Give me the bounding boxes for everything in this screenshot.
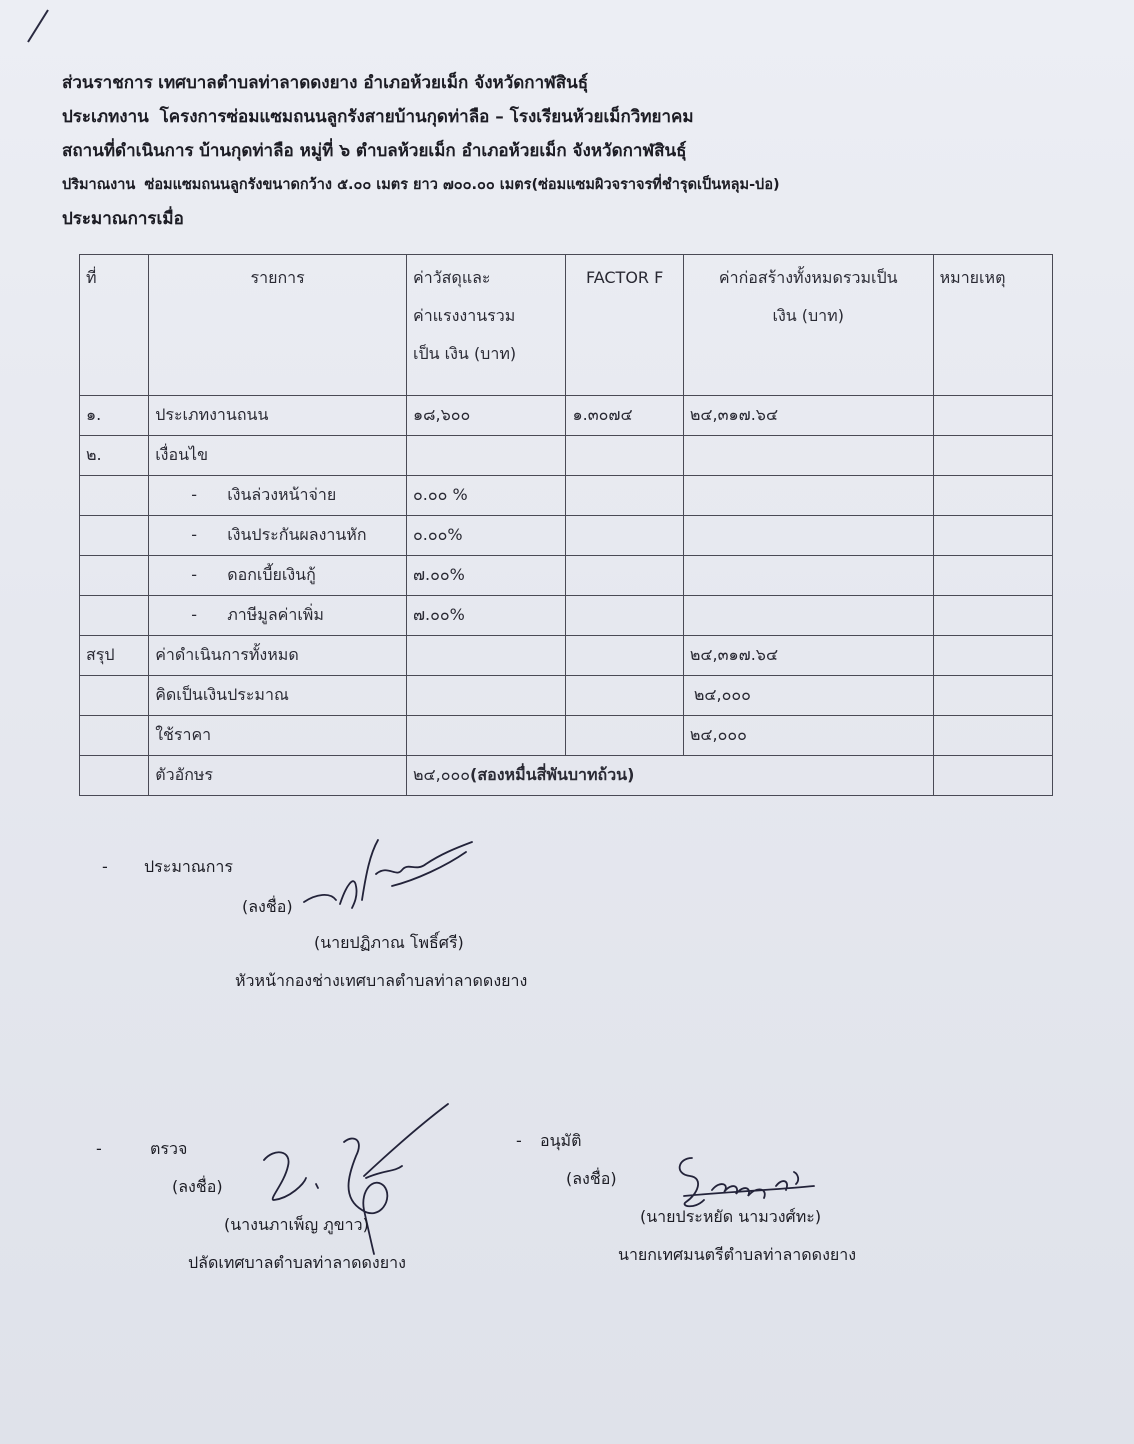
row-item [149,516,407,556]
table-row [80,556,1053,596]
table-row [80,716,1053,756]
pen-stroke-mark [22,6,62,46]
header-agency-line [62,66,1102,100]
row-total [683,556,933,596]
row-remark [933,556,1052,596]
row-dash: - [191,525,197,544]
checker-role-line [96,1130,187,1168]
row-item-label: ดอกเบี้ยเงินกู้ [227,565,316,584]
location-value: บ้านกุดท่าลือ หมู่ที่ ๖ ตำบลห้วยเม็ก อำเภอห้วยเม็ก จังหวัดกาฬสินธุ์ [199,141,687,161]
table-row [80,476,1053,516]
header-material-line1: ค่าวัสดุและ [412,268,491,287]
row-remark [933,636,1052,676]
row-factor [566,516,683,556]
estimator-name: (นายปฏิภาณ โพธิ์ศรี) [314,933,464,952]
row-remark [933,396,1052,436]
header-worktype-line [62,100,1102,134]
agency-value: เทศบาลตำบลท่าลาดดงยาง อำเภอห้วยเม็ก จังหวัดกาฬสินธุ์ [158,73,589,93]
header-total-line2: เงิน (บาท) [772,306,844,325]
row-remark [933,476,1052,516]
row-item [149,556,407,596]
header-location-line [62,134,1102,168]
estimator-role: ประมาณการ [143,857,233,876]
worktype-label: ประเภทงาน [62,107,149,127]
table-header-row [80,255,1053,396]
row-factor [566,596,683,636]
row-dash: - [191,485,197,504]
row-factor [566,676,683,716]
row-factor [566,436,683,476]
row-no [80,516,149,556]
row-remark [933,596,1052,636]
row-total: ๒๔,๓๑๗.๖๔ [683,396,933,436]
row-item [149,476,407,516]
agency-label: ส่วนราชการ [62,73,153,93]
estimator-signature-mark [296,834,476,914]
estimator-dash: - [102,857,108,876]
row-material [406,436,565,476]
checker-position: ปลัดเทศบาลตำบลท่าลาดดงยาง [188,1253,406,1272]
row-no: ๑. [80,396,149,436]
table-row [80,756,1053,796]
row-factor [566,636,683,676]
approver-role-line [516,1122,581,1160]
checker-role: ตรวจ [149,1139,188,1158]
approver-name: (นายประหยัด นามวงศ์ทะ) [640,1207,822,1226]
worktype-value: โครงการซ่อมแซมถนนลูกรังสายบ้านกุดท่าลือ – โรงเรียนห้วยเม็กวิทยาคม [159,107,694,127]
row-total: ๒๔,๓๑๗.๖๔ [683,636,933,676]
row-no: ๒. [80,436,149,476]
table-row [80,596,1053,636]
row-material: ๗.๐๐% [406,596,565,636]
row-material: ๐.๐๐% [406,516,565,556]
row-total [683,596,933,636]
row-item [149,596,407,636]
row-item: คิดเป็นเงินประมาณ [149,676,407,716]
table-row [80,636,1053,676]
row-remark [933,676,1052,716]
estimate-date-label: ประมาณการเมื่อ [62,209,184,229]
row-item-label: เงินประกันผลงานหัก [227,525,367,544]
row-factor [566,556,683,596]
approver-dash: - [516,1131,522,1150]
row-item: ตัวอักษร [149,756,407,796]
quantity-value: ซ่อมแซมถนนลูกรังขนาดกว้าง ๕.๐๐ เมตร ยาว ๗๐๐.๐๐ เมตร(ซ่อมแซมผิวจราจรที่ชำรุดเป็นหลุม-บ่อ) [144,177,780,193]
amount-number: ๒๔,๐๐๐ [412,765,471,784]
row-no [80,476,149,516]
header-item: รายการ [149,255,407,396]
row-item: เงื่อนไข [149,436,407,476]
row-factor [566,476,683,516]
row-no [80,756,149,796]
approver-sign-label: (ลงชื่อ) [566,1169,617,1188]
row-dash: - [191,605,197,624]
row-material: ๐.๐๐ % [406,476,565,516]
row-item: ค่าดำเนินการทั้งหมด [149,636,407,676]
checker-sign-label: (ลงชื่อ) [172,1177,223,1196]
row-no [80,556,149,596]
row-remark [933,716,1052,756]
header-total [683,255,933,396]
approver-role: อนุมัติ [539,1131,582,1150]
row-amount-in-words [406,756,933,796]
document-header [62,66,1102,236]
row-no [80,716,149,756]
row-total: ๒๔,๐๐๐ [683,716,933,756]
header-material-line2: ค่าแรงงานรวม [412,306,516,325]
header-material [406,255,565,396]
row-item-label: เงินล่วงหน้าจ่าย [227,485,337,504]
location-label: สถานที่ดำเนินการ [62,141,194,161]
row-total [683,436,933,476]
header-total-line1: ค่าก่อสร้างทั้งหมดรวมเป็น [718,268,898,287]
estimate-table [79,254,1053,796]
row-remark [933,436,1052,476]
table-row [80,676,1053,716]
estimator-position: หัวหน้ากองช่างเทศบาลตำบลท่าลาดดงยาง [235,971,528,990]
checker-dash: - [96,1139,102,1158]
header-material-line3: เป็น เงิน (บาท) [412,344,517,363]
row-remark [933,516,1052,556]
row-total: ๒๔,๐๐๐ [683,676,933,716]
header-factor: FACTOR F [566,255,683,396]
row-remark [933,756,1052,796]
table-row [80,436,1053,476]
row-no [80,676,149,716]
row-no: สรุป [80,636,149,676]
estimator-role-line [102,848,233,886]
approver-position: นายกเทศมนตรีตำบลท่าลาดดงยาง [618,1245,857,1264]
row-item-label: ภาษีมูลค่าเพิ่ม [227,605,324,624]
header-quantity-line [62,168,1102,202]
header-estimate-date-line [62,202,1102,236]
row-factor: ๑.๓๐๗๔ [566,396,683,436]
row-material: ๑๘,๖๐๐ [406,396,565,436]
quantity-label: ปริมาณงาน [62,177,136,193]
row-factor [566,716,683,756]
estimator-sign-label: (ลงชื่อ) [242,897,293,916]
row-total [683,476,933,516]
row-total [683,516,933,556]
row-material: ๗.๐๐% [406,556,565,596]
row-dash: - [191,565,197,584]
row-item: ประเภทงานถนน [149,396,407,436]
checker-name: (นางนภาเพ็ญ ภูขาว) [224,1215,369,1234]
table-row [80,396,1053,436]
amount-text: (สองหมื่นสี่พันบาทถ้วน) [470,765,635,784]
header-no: ที่ [80,255,149,396]
row-material [406,636,565,676]
row-item: ใช้ราคา [149,716,407,756]
row-material [406,676,565,716]
row-no [80,596,149,636]
table-row [80,516,1053,556]
row-material [406,716,565,756]
header-remark: หมายเหตุ [933,255,1052,396]
